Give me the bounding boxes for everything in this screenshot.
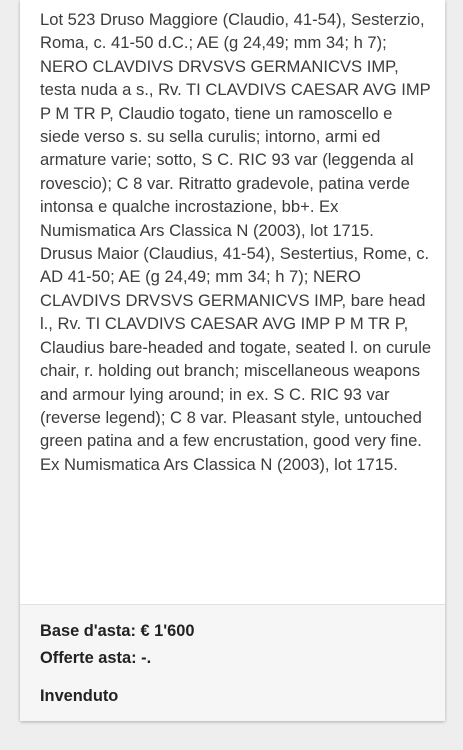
lot-description bbox=[40, 8, 435, 476]
base-price: Base d'asta: € 1'600 bbox=[40, 622, 195, 640]
auction-info bbox=[20, 604, 445, 721]
lot-description-italian: Lot 523 Druso Maggiore (Claudio, 41-54), Sesterzio, Roma, c. 41-50 d.C.; AE (g 24,49; mm 34; h 7); NERO CLAVDIVS DRVSVS GERMANICVS IMP, testa nuda a s., Rv. TI CLAVDIVS CAESAR AVG IMP P M TR P, Claudio togato, tiene un ramoscello e siede verso s. su sella curulis; intorno, armi ed armature varie; sotto, S C. RIC 93 var (leggenda al rovescio); C 8 var. Ritratto gradevole, patina verde intonsa e qualche incrostazione, bb+. Ex Numismatica Ars Classica N (2003), lot 1715. bbox=[40, 10, 431, 240]
lot-description-english: Drusus Maior (Claudius, 41-54), Sestertius, Rome, c. AD 41-50; AE (g 24,49; mm 34; h 7); NERO CLAVDIVS DRVSVS GERMANICVS IMP, bare head l., Rv. TI CLAVDIVS CAESAR AVG IMP P M TR P, Claudius bare-headed and togate, seated l. on curule chair, r. holding out branch; miscellaneous weapons and armour lying around; in ex. S C. RIC 93 var (reverse legend); C 8 var. Pleasant style, untouched green patina and a few encrustation, good very fine. Ex Numismatica Ars Classica N (2003), lot 1715. bbox=[40, 244, 432, 474]
auction-offers: Offerte asta: -. bbox=[40, 649, 152, 667]
lot-status: Invenduto bbox=[40, 687, 119, 705]
lot-card bbox=[20, 0, 445, 721]
